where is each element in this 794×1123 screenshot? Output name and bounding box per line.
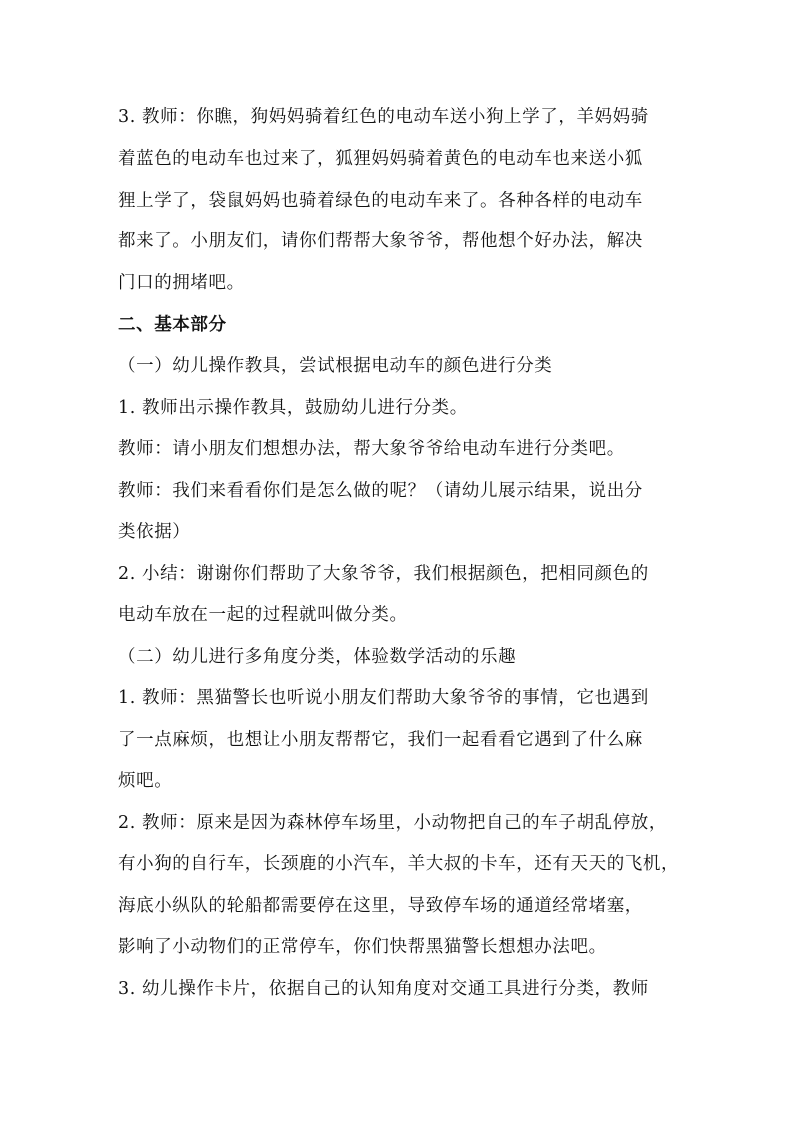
- section-heading: 二、基本部分: [118, 315, 227, 335]
- paragraph-line: 教师：请小朋友们想想办法，帮大象爷爷给电动车进行分类吧。: [118, 439, 625, 459]
- paragraph-line: 电动车放在一起的过程就叫做分类。: [118, 605, 408, 625]
- paragraph-line: 影响了小动物们的正常停车，你们快帮黑猫警长想想办法吧。: [118, 937, 607, 957]
- paragraph-line: 3. 幼儿操作卡片，依据自己的认知角度对交通工具进行分类，教师: [118, 979, 649, 999]
- paragraph-line: 狸上学了，袋鼠妈妈也骑着绿色的电动车来了。各种各样的电动车: [118, 191, 643, 211]
- paragraph-line: 门口的拥堵吧。: [118, 273, 245, 293]
- paragraph-line: 类依据）: [118, 522, 191, 542]
- paragraph-line: 1. 教师出示操作教具，鼓励幼儿进行分类。: [118, 398, 468, 418]
- paragraph-line: 2. 教师：原来是因为森林停车场里，小动物把自己的车子胡乱停放，: [118, 813, 667, 833]
- paragraph-line: 了一点麻烦，也想让小朋友帮帮它，我们一起看看它遇到了什么麻: [118, 730, 643, 750]
- paragraph-line: 烦吧。: [118, 771, 173, 791]
- paragraph-line: 2. 小结：谢谢你们帮助了大象爷爷，我们根据颜色，把相同颜色的: [118, 564, 649, 584]
- paragraph-line: 3. 教师：你瞧，狗妈妈骑着红色的电动车送小狗上学了，羊妈妈骑: [118, 107, 649, 127]
- paragraph-line: 着蓝色的电动车也过来了，狐狸妈妈骑着黄色的电动车也来送小狐: [118, 149, 643, 169]
- paragraph-line: 都来了。小朋友们，请你们帮帮大象爷爷，帮他想个好办法，解决: [118, 231, 643, 251]
- paragraph-line: 教师：我们来看看你们是怎么做的呢？（请幼儿展示结果，说出分: [118, 481, 643, 501]
- paragraph-line: 有小狗的自行车，长颈鹿的小汽车，羊大叔的卡车，还有天天的飞机，: [118, 854, 680, 874]
- subsection-heading: （一）幼儿操作教具，尝试根据电动车的颜色进行分类: [118, 356, 553, 376]
- paragraph-line: 海底小纵队的轮船都需要停在这里，导致停车场的通道经常堵塞，: [118, 896, 643, 916]
- paragraph-line: 1. 教师：黑猫警长也听说小朋友们帮助大象爷爷的事情，它也遇到: [118, 688, 649, 708]
- subsection-heading: （二）幼儿进行多角度分类，体验数学活动的乐趣: [118, 647, 517, 667]
